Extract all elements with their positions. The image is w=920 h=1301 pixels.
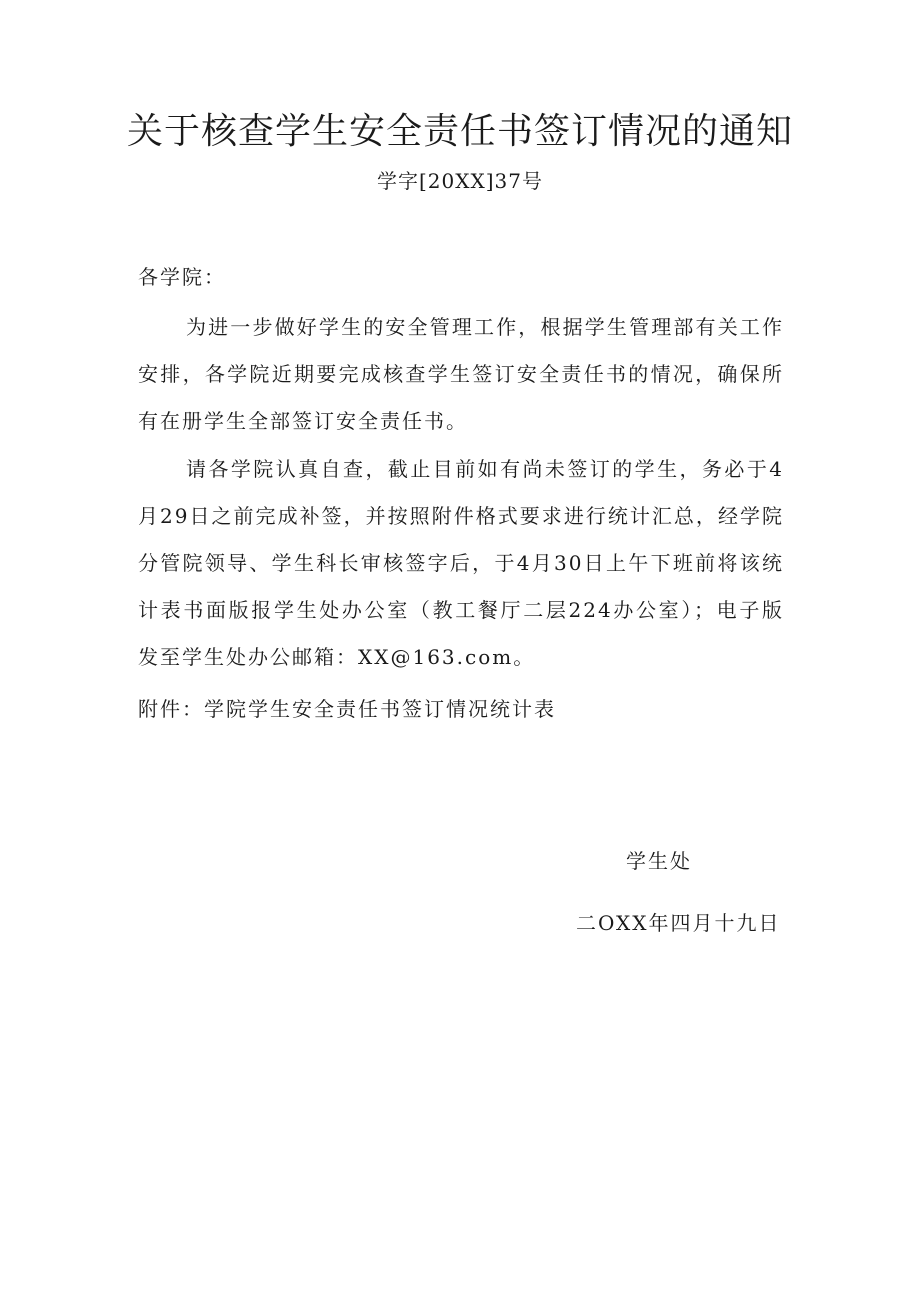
document-title: 关于核查学生安全责任书签订情况的通知 <box>126 111 793 152</box>
body-paragraph-1: 为进一步做好学生的安全管理工作，根据学生管理部有关工作安排，各学院近期要完成核查学生签订安全责任书的情况，确保所有在册学生全部签订安全责任书。 <box>138 315 784 433</box>
attachment-note: 附件：学院学生安全责任书签订情况统计表 <box>138 697 556 721</box>
document-number: 学字[20XX]37号 <box>377 169 543 193</box>
signature-date: 二OXX年四月十九日 <box>576 911 781 935</box>
body-paragraph-2: 请各学院认真自查，截止目前如有尚未签订的学生，务必于4月29日之前完成补签，并按照附件格式要求进行统计汇总，经学院分管院领导、学生科长审核签字后，于4月30日上午下班前将该统计表书面版报学生处办公室（教工餐厅二层224办公室）；电子版发至学生处办公邮箱：XX@163.com。 <box>138 457 784 669</box>
signature-office: 学生处 <box>626 849 692 873</box>
salutation: 各学院： <box>138 265 226 289</box>
